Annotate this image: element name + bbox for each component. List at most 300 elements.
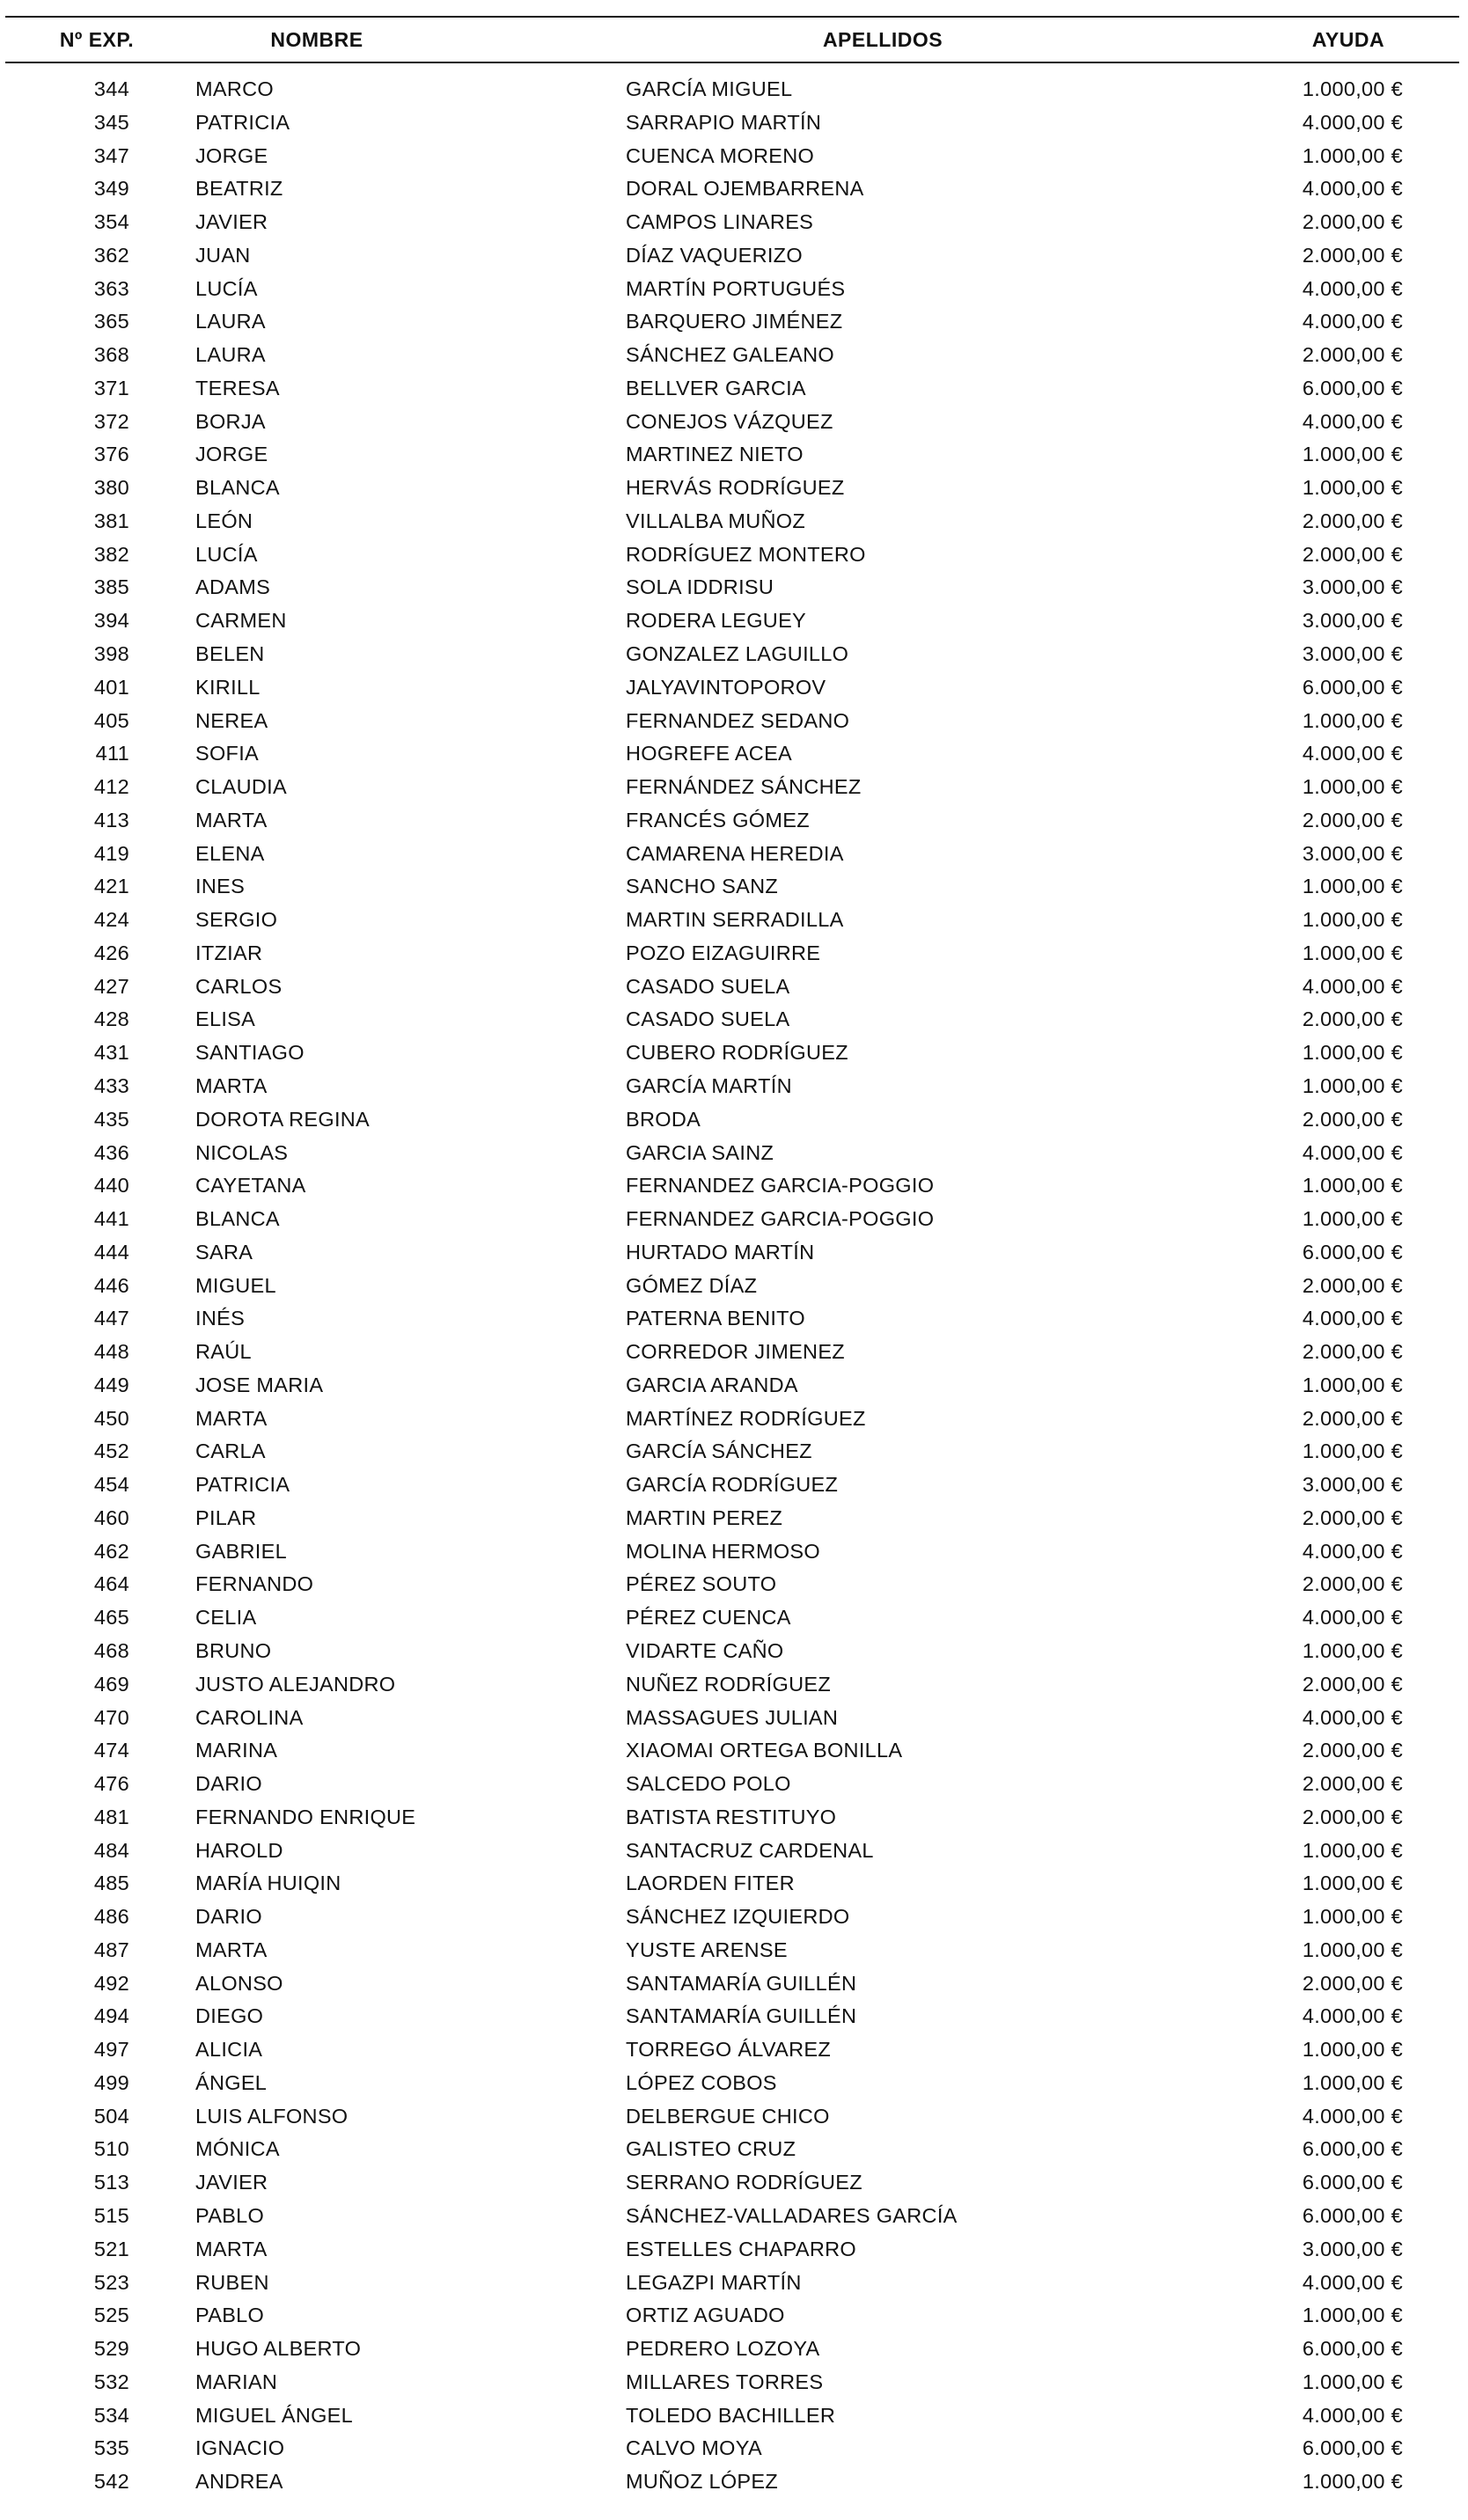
- cell-ayuda: 2.000,00 €: [1302, 1805, 1403, 1828]
- cell-nombre: DIEGO: [195, 2004, 264, 2028]
- cell-ayuda: 6.000,00 €: [1302, 2137, 1403, 2161]
- cell-nombre: LUIS ALFONSO: [195, 2104, 349, 2128]
- table-row: [0, 1169, 1468, 1203]
- cell-ayuda: 6.000,00 €: [1302, 376, 1403, 399]
- cell-nombre: MIGUEL ÁNGEL: [195, 2403, 354, 2427]
- cell-ayuda: 4.000,00 €: [1302, 1140, 1403, 1164]
- cell-apellidos: MUÑOZ LÓPEZ: [626, 2470, 779, 2494]
- cell-nombre: CARLA: [195, 1439, 266, 1463]
- cell-exp: 436: [93, 1140, 129, 1164]
- table-row: [0, 1702, 1468, 1735]
- cell-apellidos: DÍAZ VAQUERIZO: [626, 243, 803, 267]
- table-row: [0, 1967, 1468, 2001]
- cell-ayuda: 1.000,00 €: [1302, 1207, 1403, 1231]
- cell-ayuda: 2.000,00 €: [1302, 1406, 1403, 1430]
- cell-nombre: PATRICIA: [195, 1473, 290, 1497]
- cell-exp: 431: [93, 1041, 129, 1065]
- cell-ayuda: 3.000,00 €: [1302, 841, 1403, 865]
- cell-nombre: BEATRIZ: [195, 177, 283, 201]
- cell-exp: 462: [93, 1539, 129, 1563]
- table-row: [0, 1502, 1468, 1535]
- cell-ayuda: 2.000,00 €: [1302, 1572, 1403, 1596]
- cell-nombre: CLAUDIA: [195, 775, 287, 799]
- cell-apellidos: MASSAGUES JULIAN: [626, 1705, 839, 1729]
- cell-nombre: MARTA: [195, 1073, 268, 1097]
- cell-nombre: FERNANDO ENRIQUE: [195, 1805, 416, 1828]
- cell-ayuda: 1.000,00 €: [1302, 1905, 1403, 1929]
- cell-apellidos: GONZALEZ LAGUILLO: [626, 642, 849, 666]
- table-row: [0, 2366, 1468, 2399]
- cell-apellidos: GÓMEZ DÍAZ: [626, 1273, 758, 1297]
- cell-apellidos: BELLVER GARCIA: [626, 376, 806, 399]
- cell-exp: 449: [93, 1373, 129, 1396]
- cell-nombre: PABLO: [195, 2304, 265, 2327]
- table-row: [0, 206, 1468, 239]
- cell-exp: 385: [93, 575, 129, 599]
- table-row: [0, 1668, 1468, 1702]
- cell-exp: 447: [93, 1307, 129, 1330]
- cell-exp: 542: [93, 2470, 129, 2494]
- cell-ayuda: 4.000,00 €: [1302, 974, 1403, 998]
- table-row: [0, 106, 1468, 140]
- cell-apellidos: HOGREFE ACEA: [626, 742, 793, 766]
- table-row: [0, 1270, 1468, 1303]
- table-row: [0, 472, 1468, 505]
- cell-nombre: DOROTA REGINA: [195, 1107, 371, 1131]
- cell-nombre: BELEN: [195, 642, 265, 666]
- table-row: [0, 1734, 1468, 1768]
- cell-exp: 349: [93, 177, 129, 201]
- table-row: [0, 705, 1468, 738]
- table-row: [0, 1435, 1468, 1469]
- cell-ayuda: 3.000,00 €: [1302, 575, 1403, 599]
- cell-nombre: MARTA: [195, 808, 268, 831]
- cell-ayuda: 1.000,00 €: [1302, 1174, 1403, 1198]
- cell-nombre: HUGO ALBERTO: [195, 2337, 362, 2361]
- cell-ayuda: 4.000,00 €: [1302, 742, 1403, 766]
- cell-ayuda: 1.000,00 €: [1302, 2304, 1403, 2327]
- cell-nombre: CAYETANA: [195, 1174, 306, 1198]
- cell-apellidos: SANCHO SANZ: [626, 875, 779, 898]
- cell-exp: 510: [93, 2137, 129, 2161]
- cell-nombre: JAVIER: [195, 210, 268, 234]
- cell-ayuda: 4.000,00 €: [1302, 1606, 1403, 1630]
- table-row: [0, 239, 1468, 273]
- cell-apellidos: PÉREZ CUENCA: [626, 1606, 791, 1630]
- cell-nombre: KIRILL: [195, 675, 261, 699]
- cell-exp: 474: [93, 1739, 129, 1762]
- cell-apellidos: GARCIA ARANDA: [626, 1373, 798, 1396]
- cell-nombre: DARIO: [195, 1772, 262, 1796]
- table-row: [0, 1336, 1468, 1369]
- cell-apellidos: MARTÍNEZ RODRÍGUEZ: [626, 1406, 866, 1430]
- cell-ayuda: 1.000,00 €: [1302, 708, 1403, 732]
- cell-nombre: MARTA: [195, 1406, 268, 1430]
- cell-nombre: JOSE MARIA: [195, 1373, 324, 1396]
- cell-ayuda: 4.000,00 €: [1302, 177, 1403, 201]
- table-row: [0, 1369, 1468, 1403]
- cell-exp: 492: [93, 1971, 129, 1995]
- table-row: [0, 1469, 1468, 1502]
- cell-ayuda: 1.000,00 €: [1302, 443, 1403, 466]
- table-row: [0, 2333, 1468, 2366]
- cell-exp: 444: [93, 1240, 129, 1264]
- cell-nombre: RUBEN: [195, 2270, 269, 2294]
- table-row: [0, 2033, 1468, 2067]
- cell-apellidos: CASADO SUELA: [626, 974, 790, 998]
- header-ayuda: AYUDA: [1311, 28, 1385, 51]
- cell-exp: 428: [93, 1007, 129, 1031]
- cell-nombre: ADAMS: [195, 575, 271, 599]
- cell-nombre: ANDREA: [195, 2470, 283, 2494]
- cell-nombre: CELIA: [195, 1606, 257, 1630]
- table-row: [0, 671, 1468, 705]
- cell-nombre: NEREA: [195, 708, 268, 732]
- cell-exp: 460: [93, 1505, 129, 1529]
- cell-ayuda: 1.000,00 €: [1302, 908, 1403, 932]
- cell-exp: 372: [93, 409, 129, 433]
- cell-nombre: LEÓN: [195, 509, 253, 532]
- table-row: [0, 172, 1468, 206]
- cell-nombre: ITZIAR: [195, 941, 263, 964]
- cell-apellidos: GARCÍA RODRÍGUEZ: [626, 1473, 839, 1497]
- cell-apellidos: FERNANDEZ GARCIA-POGGIO: [626, 1207, 935, 1231]
- cell-ayuda: 2.000,00 €: [1302, 1340, 1403, 1364]
- table-row: [0, 1901, 1468, 1934]
- cell-exp: 468: [93, 1638, 129, 1662]
- cell-nombre: INES: [195, 875, 246, 898]
- cell-apellidos: BRODA: [626, 1107, 701, 1131]
- cell-exp: 421: [93, 875, 129, 898]
- cell-nombre: ALICIA: [195, 2038, 263, 2062]
- cell-apellidos: BATISTA RESTITUYO: [626, 1805, 837, 1828]
- cell-nombre: LUCÍA: [195, 276, 258, 300]
- cell-ayuda: 1.000,00 €: [1302, 1373, 1403, 1396]
- cell-ayuda: 4.000,00 €: [1302, 2104, 1403, 2128]
- cell-apellidos: SANTAMARÍA GUILLÉN: [626, 2004, 857, 2028]
- table-row: [0, 538, 1468, 572]
- cell-ayuda: 1.000,00 €: [1302, 941, 1403, 964]
- cell-ayuda: 2.000,00 €: [1302, 1772, 1403, 1796]
- cell-ayuda: 2.000,00 €: [1302, 1273, 1403, 1297]
- cell-exp: 441: [93, 1207, 129, 1231]
- table-row: [0, 771, 1468, 804]
- table-row: [0, 2166, 1468, 2200]
- cell-apellidos: ESTELLES CHAPARRO: [626, 2237, 856, 2260]
- table-row: [0, 2133, 1468, 2166]
- table-row: [0, 638, 1468, 671]
- cell-apellidos: ORTIZ AGUADO: [626, 2304, 785, 2327]
- table-row: [0, 2299, 1468, 2333]
- cell-nombre: BRUNO: [195, 1638, 272, 1662]
- cell-exp: 426: [93, 941, 129, 964]
- cell-apellidos: HERVÁS RODRÍGUEZ: [626, 476, 845, 500]
- cell-apellidos: SOLA IDDRISU: [626, 575, 774, 599]
- cell-ayuda: 3.000,00 €: [1302, 2237, 1403, 2260]
- cell-ayuda: 2.000,00 €: [1302, 1672, 1403, 1696]
- cell-apellidos: DORAL OJEMBARRENA: [626, 177, 864, 201]
- cell-exp: 398: [93, 642, 129, 666]
- cell-exp: 523: [93, 2270, 129, 2294]
- cell-apellidos: MARTÍN PORTUGUÉS: [626, 276, 846, 300]
- cell-apellidos: VIDARTE CAÑO: [626, 1638, 784, 1662]
- cell-ayuda: 3.000,00 €: [1302, 642, 1403, 666]
- cell-apellidos: MARTINEZ NIETO: [626, 443, 804, 466]
- cell-apellidos: BARQUERO JIMÉNEZ: [626, 310, 843, 333]
- cell-ayuda: 6.000,00 €: [1302, 2171, 1403, 2194]
- cell-nombre: HAROLD: [195, 1838, 283, 1862]
- cell-apellidos: VILLALBA MUÑOZ: [626, 509, 806, 532]
- cell-ayuda: 1.000,00 €: [1302, 2470, 1403, 2494]
- cell-apellidos: CAMARENA HEREDIA: [626, 841, 844, 865]
- cell-ayuda: 2.000,00 €: [1302, 210, 1403, 234]
- table-header: [0, 18, 1468, 62]
- cell-exp: 484: [93, 1838, 129, 1862]
- cell-exp: 521: [93, 2237, 129, 2260]
- cell-nombre: BLANCA: [195, 476, 280, 500]
- cell-exp: 452: [93, 1439, 129, 1463]
- cell-apellidos: RODERA LEGUEY: [626, 609, 807, 633]
- cell-exp: 427: [93, 974, 129, 998]
- cell-exp: 354: [93, 210, 129, 234]
- cell-ayuda: 6.000,00 €: [1302, 2337, 1403, 2361]
- cell-exp: 450: [93, 1406, 129, 1430]
- cell-exp: 534: [93, 2403, 129, 2427]
- cell-ayuda: 6.000,00 €: [1302, 2204, 1403, 2227]
- cell-nombre: ELENA: [195, 841, 265, 865]
- cell-ayuda: 1.000,00 €: [1302, 1838, 1403, 1862]
- cell-nombre: FERNANDO: [195, 1572, 314, 1596]
- cell-apellidos: TORREGO ÁLVAREZ: [626, 2038, 832, 2062]
- cell-apellidos: CAMPOS LINARES: [626, 210, 814, 234]
- table-row: [0, 140, 1468, 173]
- cell-ayuda: 4.000,00 €: [1302, 2270, 1403, 2294]
- cell-apellidos: LÓPEZ COBOS: [626, 2070, 777, 2094]
- cell-nombre: SARA: [195, 1240, 253, 1264]
- cell-apellidos: POZO EIZAGUIRRE: [626, 941, 821, 964]
- header-nombre: NOMBRE: [270, 28, 363, 51]
- cell-nombre: DARIO: [195, 1905, 262, 1929]
- cell-apellidos: SÁNCHEZ-VALLADARES GARCÍA: [626, 2204, 958, 2227]
- cell-ayuda: 4.000,00 €: [1302, 1539, 1403, 1563]
- cell-nombre: MARIAN: [195, 2370, 278, 2393]
- table-row: [0, 1203, 1468, 1236]
- cell-ayuda: 4.000,00 €: [1302, 1705, 1403, 1729]
- cell-ayuda: 6.000,00 €: [1302, 1240, 1403, 1264]
- table-row: [0, 2200, 1468, 2233]
- cell-nombre: BORJA: [195, 409, 266, 433]
- cell-exp: 433: [93, 1073, 129, 1097]
- table-row: [0, 2465, 1468, 2499]
- cell-exp: 465: [93, 1606, 129, 1630]
- header-apellidos: APELLIDOS: [822, 28, 943, 51]
- cell-ayuda: 2.000,00 €: [1302, 1107, 1403, 1131]
- cell-nombre: CARMEN: [195, 609, 287, 633]
- table-row: [0, 2233, 1468, 2267]
- cell-exp: 411: [95, 742, 129, 766]
- cell-exp: 486: [93, 1905, 129, 1929]
- cell-ayuda: 4.000,00 €: [1302, 1307, 1403, 1330]
- cell-nombre: SERGIO: [195, 908, 278, 932]
- cell-nombre: MARCO: [195, 77, 274, 100]
- cell-ayuda: 3.000,00 €: [1302, 1473, 1403, 1497]
- cell-apellidos: MARTIN PEREZ: [626, 1505, 783, 1529]
- cell-exp: 362: [93, 243, 129, 267]
- cell-apellidos: MOLINA HERMOSO: [626, 1539, 820, 1563]
- cell-nombre: JORGE: [195, 143, 268, 167]
- table-row: [0, 1003, 1468, 1037]
- cell-exp: 529: [93, 2337, 129, 2361]
- cell-ayuda: 1.000,00 €: [1302, 476, 1403, 500]
- cell-apellidos: PÉREZ SOUTO: [626, 1572, 777, 1596]
- cell-apellidos: JALYAVINTOPOROV: [626, 675, 826, 699]
- cell-ayuda: 6.000,00 €: [1302, 675, 1403, 699]
- cell-exp: 464: [93, 1572, 129, 1596]
- cell-nombre: LAURA: [195, 310, 266, 333]
- cell-apellidos: GALISTEO CRUZ: [626, 2137, 796, 2161]
- cell-exp: 446: [93, 1273, 129, 1297]
- cell-ayuda: 1.000,00 €: [1302, 1073, 1403, 1097]
- table-row: [0, 1635, 1468, 1668]
- cell-apellidos: NUÑEZ RODRÍGUEZ: [626, 1672, 831, 1696]
- cell-exp: 401: [93, 675, 129, 699]
- cell-exp: 365: [93, 310, 129, 333]
- table-row: [0, 505, 1468, 538]
- cell-ayuda: 2.000,00 €: [1302, 542, 1403, 566]
- table-row: [0, 1070, 1468, 1103]
- cell-apellidos: CUENCA MORENO: [626, 143, 815, 167]
- cell-nombre: SANTIAGO: [195, 1041, 305, 1065]
- cell-nombre: TERESA: [195, 376, 280, 399]
- table-row: [0, 1037, 1468, 1070]
- cell-ayuda: 2.000,00 €: [1302, 808, 1403, 831]
- cell-ayuda: 2.000,00 €: [1302, 243, 1403, 267]
- cell-nombre: MÓNICA: [195, 2137, 280, 2161]
- cell-apellidos: YUSTE ARENSE: [626, 1938, 788, 1961]
- cell-nombre: LUCÍA: [195, 542, 258, 566]
- table-row: [0, 804, 1468, 838]
- table-row: [0, 737, 1468, 771]
- table-row: [0, 2399, 1468, 2433]
- table-row: [0, 937, 1468, 971]
- cell-ayuda: 2.000,00 €: [1302, 343, 1403, 367]
- cell-exp: 419: [93, 841, 129, 865]
- cell-ayuda: 4.000,00 €: [1302, 310, 1403, 333]
- cell-ayuda: 1.000,00 €: [1302, 2038, 1403, 2062]
- table-row: [0, 904, 1468, 937]
- table-row: [0, 1568, 1468, 1601]
- cell-nombre: ALONSO: [195, 1971, 283, 1995]
- table-row: [0, 1801, 1468, 1835]
- cell-nombre: INÉS: [195, 1307, 246, 1330]
- cell-exp: 532: [93, 2370, 129, 2393]
- cell-exp: 380: [93, 476, 129, 500]
- table-row: [0, 1934, 1468, 1967]
- cell-exp: 424: [93, 908, 129, 932]
- cell-ayuda: 2.000,00 €: [1302, 509, 1403, 532]
- cell-nombre: MIGUEL: [195, 1273, 276, 1297]
- cell-nombre: LAURA: [195, 343, 266, 367]
- cell-exp: 363: [93, 276, 129, 300]
- cell-apellidos: LAORDEN FITER: [626, 1872, 795, 1895]
- cell-ayuda: 2.000,00 €: [1302, 1505, 1403, 1529]
- cell-ayuda: 2.000,00 €: [1302, 1007, 1403, 1031]
- table-row: [0, 2267, 1468, 2300]
- cell-nombre: JORGE: [195, 443, 268, 466]
- table-row: [0, 1137, 1468, 1170]
- cell-nombre: PATRICIA: [195, 110, 290, 134]
- cell-apellidos: GARCÍA SÁNCHEZ: [626, 1439, 812, 1463]
- table-row: [0, 438, 1468, 472]
- cell-apellidos: DELBERGUE CHICO: [626, 2104, 830, 2128]
- cell-exp: 394: [93, 609, 129, 633]
- cell-apellidos: HURTADO MARTÍN: [626, 1240, 815, 1264]
- table-row: [0, 406, 1468, 439]
- cell-nombre: PABLO: [195, 2204, 265, 2227]
- table-row: [0, 2000, 1468, 2033]
- cell-apellidos: TOLEDO BACHILLER: [626, 2403, 836, 2427]
- table-row: [0, 1103, 1468, 1137]
- cell-apellidos: FRANCÉS GÓMEZ: [626, 808, 810, 831]
- cell-apellidos: SANTAMARÍA GUILLÉN: [626, 1971, 857, 1995]
- cell-apellidos: LEGAZPI MARTÍN: [626, 2270, 802, 2294]
- cell-nombre: NICOLAS: [195, 1140, 289, 1164]
- cell-nombre: MARTA: [195, 1938, 268, 1961]
- cell-nombre: MARÍA HUIQIN: [195, 1872, 341, 1895]
- table-row: [0, 1768, 1468, 1801]
- cell-nombre: JUAN: [195, 243, 251, 267]
- cell-apellidos: GARCÍA MARTÍN: [626, 1073, 792, 1097]
- cell-nombre: JAVIER: [195, 2171, 268, 2194]
- cell-exp: 481: [93, 1805, 129, 1828]
- cell-nombre: CARLOS: [195, 974, 283, 998]
- cell-exp: 371: [93, 376, 129, 399]
- cell-nombre: PILAR: [195, 1505, 257, 1529]
- cell-apellidos: MILLARES TORRES: [626, 2370, 824, 2393]
- table-row: [0, 339, 1468, 372]
- table-row: [0, 372, 1468, 406]
- table-row: [0, 571, 1468, 604]
- table-row: [0, 838, 1468, 871]
- cell-exp: 485: [93, 1872, 129, 1895]
- cell-nombre: BLANCA: [195, 1207, 280, 1231]
- cell-nombre: IGNACIO: [195, 2436, 285, 2460]
- cell-apellidos: PATERNA BENITO: [626, 1307, 805, 1330]
- cell-nombre: RAÚL: [195, 1340, 252, 1364]
- cell-apellidos: MARTIN SERRADILLA: [626, 908, 844, 932]
- cell-ayuda: 1.000,00 €: [1302, 875, 1403, 898]
- cell-ayuda: 1.000,00 €: [1302, 1638, 1403, 1662]
- cell-apellidos: PEDRERO LOZOYA: [626, 2337, 820, 2361]
- cell-exp: 494: [93, 2004, 129, 2028]
- cell-apellidos: CONEJOS VÁZQUEZ: [626, 409, 833, 433]
- cell-apellidos: FERNANDEZ SEDANO: [626, 708, 850, 732]
- cell-exp: 347: [93, 143, 129, 167]
- cell-nombre: ELISA: [195, 1007, 256, 1031]
- cell-exp: 469: [93, 1672, 129, 1696]
- cell-ayuda: 1.000,00 €: [1302, 775, 1403, 799]
- cell-nombre: ÁNGEL: [195, 2070, 268, 2094]
- cell-apellidos: CALVO MOYA: [626, 2436, 762, 2460]
- table-row: [0, 1403, 1468, 1436]
- cell-ayuda: 2.000,00 €: [1302, 1739, 1403, 1762]
- table-row: [0, 870, 1468, 904]
- cell-ayuda: 1.000,00 €: [1302, 2370, 1403, 2393]
- cell-exp: 497: [93, 2038, 129, 2062]
- cell-exp: 525: [93, 2304, 129, 2327]
- header-exp: Nº EXP.: [59, 28, 135, 51]
- cell-ayuda: 1.000,00 €: [1302, 1938, 1403, 1961]
